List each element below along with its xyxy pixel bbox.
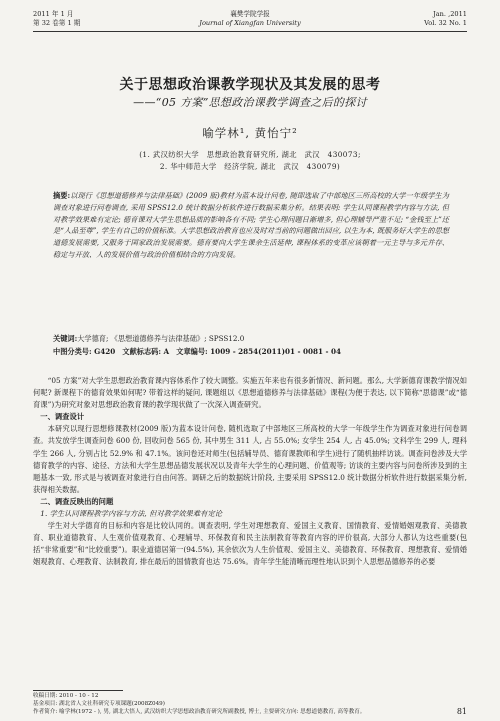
affiliation-1: (1. 武汉纺织大学 思想政治教育研究所, 湖北 武汉 430073;: [139, 150, 361, 159]
abstract-text: 以现行《思想道德修养与法律基础》(2009 版)教材为蓝本设计问卷, 随即选取了中部地区三所高校的大学一年级学生为调查对象进行问卷调查, 采用 SPSS12.0 统计数据分析软件进行数据采集分析。结果表明: 学生认同课程教学内容与方法, 但对教学效果难有定论; 德育课对大学生思想品质的影响各有不同; 学生心理问题日渐增多, 但心理辅导严重不足; “金钱至上”还是“人品至尊”, 学生有自己的价值标准。大学思想政治教育也应及时对当前的问题做出回应, 以生为本, 既服务好大学生的思想道德发展需要, 又服务于国家政治发展需要。德育要向大学生课余生活延伸, 课程体系的变革应该朝着一元主导与多元并存、稳定与开放、人的发展价值与政治价值相结合的方向发展。: [53, 191, 449, 259]
keywords: [53, 333, 449, 345]
header-journal: [33, 10, 467, 28]
footnote-author: 作者简介: 喻学林(1972 - ), 男, 湖北大悟人, 武汉纺织大学思想政治教育研究所副教授, 博士, 主要研究方向: 思想道德教育, 高等教育。: [33, 709, 366, 716]
header-volume-en: Vol. 32 No. 1: [424, 19, 467, 27]
keywords-label: 关键词:: [53, 334, 78, 343]
header-journal-en: Journal of Xiangfan University: [199, 19, 301, 27]
classification-line: 中图分类号: G420 文献标志码: A 文章编号: 1009 - 2854(2011)01 - 0081 - 04: [53, 347, 341, 356]
abstract-label: 摘要:: [53, 191, 71, 200]
article-title: 关于思想政治课教学现状及其发展的思考: [119, 77, 381, 93]
section-heading-1: 一、调查设计: [40, 412, 85, 422]
section-1-paragraph: 本研究以现行思想修课教材(2009 版)为蓝本设计问卷, 随机选取了中部地区三所高校的大学一年级学生作为调查对象进行问卷调查。共发放学生调查问卷 600 份, 回收问卷 565 份, 其中男生 311 人, 占 55.0%; 女学生 254 人, 占 45.0%; 文科学生 299 人, 理科学生 266 人, 分别占比 52.9% 和 47.1%。该问卷还对师生(包括辅导员、德育课教师和学生)进行了随机抽样访谈。调查问卷涉及大学德育教学的内容、途径、方法和大学生思想品德发展状况以及青年大学生的心理问题、价值观等; 访谈的主要内容与问卷所涉及到的主题基本一致, 形式是与被调查对象进行自由问答。调研之后的数据统计阶段, 主要采用 SPSS12.0 统计数据分析软件进行数据采集分析, 获得相关数据。: [33, 424, 467, 494]
footnotes: [33, 692, 467, 717]
article-authors: 喻学林¹, 黄怡宁²: [202, 126, 298, 140]
header-rule: [33, 31, 467, 32]
header-volume-cn: 第 32 卷第 1 期: [33, 19, 81, 27]
header-date-en: Jan. ,2011: [433, 10, 467, 18]
footnote-fund: 基金项目: 湖北省人文社科研究专项课题(2008Z049): [33, 701, 165, 708]
header-issue-en: [424, 10, 467, 28]
header-journal-cn: 襄樊学院学报: [230, 10, 270, 18]
article-body: [33, 375, 467, 569]
intro-paragraph: “05 方案”对大学生思想政治教育课内容体系作了较大调整。实施五年来也有很多新情况、新问题。那么, 大学新德育课教学情况如何呢? 新课程下的德育效果如何呢? 带着这样的疑问, 课题组以《思想道德修养与法律基础》课程(为便于表达, 以下简称“思德课”或“德育课”)为研究对象对思想政治教育课的教学现状做了一次深入调查研究。: [33, 376, 467, 410]
footnote-received: 收稿日期: 2010 - 10 - 12: [33, 693, 99, 699]
subsection-heading-1: 1. 学生认同课程教学内容与方法, 但对教学效果难有定论: [40, 509, 223, 519]
section-2-paragraph: 学生对大学德育的目标和内容是比较认同的。调查表明, 学生对理想教育、爱国主义教育、国情教育、爱情婚姻观教育、美德教育、职业道德教育、人生观价值观教育、心理辅导、环保教育和民主法制教育等教育内容的评价很高, 大部分人都认为这些重要(包括“非常重要”和“比较重要”)。职业道德居第一(94.5%), 其余依次为人生价值观、爱国主义、美德教育、环保教育、理想教育、爱情婚姻观教育、心理教育、法制教育, 排在最后的国情教育也达 75.6%。青年学生能清晰而理性地认识到个人思想品德修养的必要: [33, 521, 467, 567]
footnote-rule: [33, 690, 123, 691]
affiliation-2: 2. 华中师范大学 经济学院, 湖北 武汉 430079): [159, 162, 341, 171]
section-heading-2: 二、调查反映出的问题: [40, 496, 114, 506]
article-subtitle: ——“05 方案”思想政治课教学调查之后的探讨: [133, 96, 367, 109]
page-number: 81: [456, 707, 467, 716]
header-date-cn: 2011 年 1 月: [33, 10, 74, 18]
keywords-text: 大学德育; 《思想道德修养与法律基础》; SPSS12.0: [77, 334, 245, 343]
running-header: [33, 10, 467, 30]
abstract: [53, 190, 449, 261]
